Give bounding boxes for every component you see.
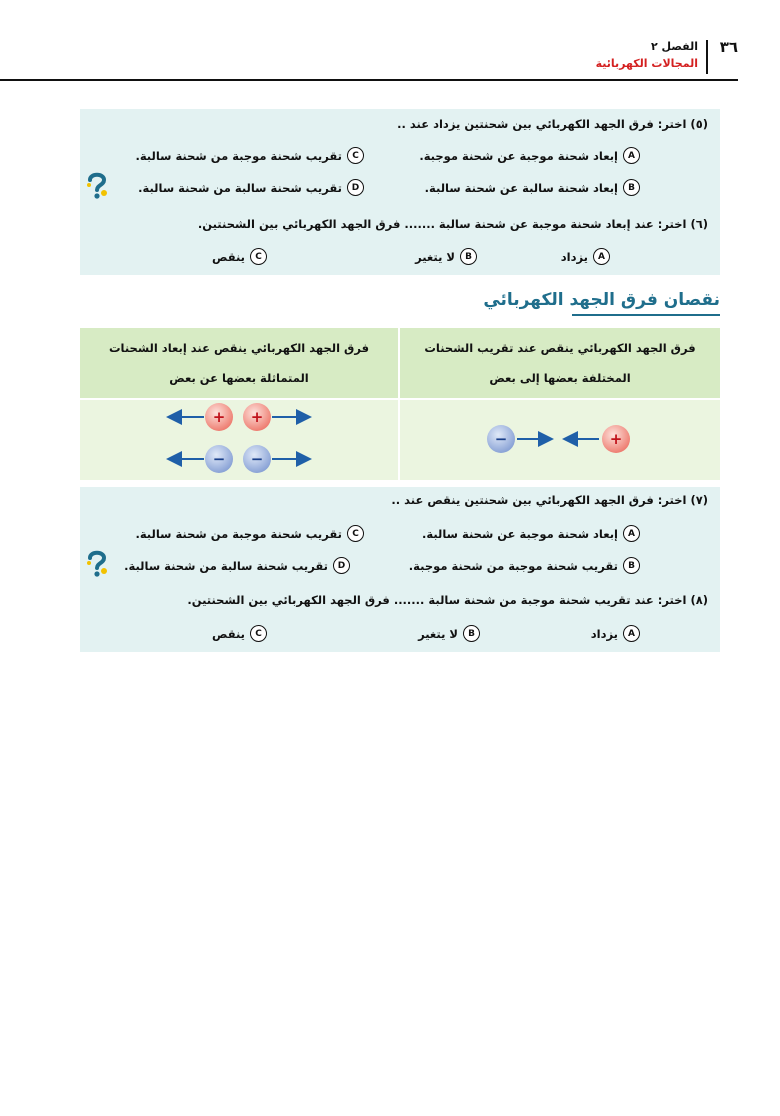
option-letter-c: C	[250, 625, 267, 642]
question-mark-icon	[84, 549, 110, 579]
q8-option-b-text: لا يتغير	[418, 626, 458, 641]
left-header-line1: فرق الجهد الكهربائي ينقص عند إبعاد الشحنات	[108, 341, 369, 355]
q8-prompt: (٨) اختر: عند تقريب شحنة موجبة من شحنة سالبة ....... فرق الجهد الكهربائي بين الشحنتين.	[187, 593, 708, 607]
q7-option-b-text: تقريب شحنة موجبة من شحنة موجبة.	[408, 558, 618, 573]
q5-option-d[interactable]	[138, 179, 364, 196]
q7-option-d-text: تقريب شحنة سالبة من شحنة سالبة.	[124, 558, 328, 573]
charges-diagram	[80, 328, 720, 480]
like-charges-negative-pair	[168, 445, 310, 473]
negative-sign: −	[212, 450, 226, 468]
option-letter-c: C	[347, 147, 364, 164]
q5-prompt: (٥) اختر: فرق الجهد الكهربائي بين شحنتين يزداد عند ..	[397, 117, 708, 131]
option-letter-c: C	[347, 525, 364, 542]
q7-option-a[interactable]	[422, 525, 640, 542]
option-letter-b: B	[623, 179, 640, 196]
option-letter-a: A	[623, 525, 640, 542]
opposite-charges-pair	[487, 425, 630, 453]
section-title: نقصان فرق الجهد الكهربائي	[483, 290, 720, 310]
header-rule	[0, 79, 738, 81]
left-header-line2: المتماثلة بعضها عن بعض	[169, 371, 309, 385]
header-divider	[706, 40, 708, 74]
q7-prompt: (٧) اختر: فرق الجهد الكهربائي بين شحنتين ينقص عند ..	[391, 493, 708, 507]
option-letter-a: A	[623, 147, 640, 164]
q7-option-d[interactable]	[124, 557, 350, 574]
q6-option-b[interactable]	[415, 248, 477, 265]
option-letter-a: A	[623, 625, 640, 642]
q7-option-b[interactable]	[409, 557, 640, 574]
negative-sign: −	[494, 430, 508, 448]
question-box-2	[80, 487, 720, 652]
topic-label: المجالات الكهربائية	[595, 57, 698, 70]
q5-option-d-text: تقريب شحنة سالبة من شحنة سالبة.	[138, 180, 342, 195]
positive-sign: +	[609, 430, 623, 448]
page-number: ٣٦	[719, 38, 738, 56]
option-letter-d: D	[347, 179, 364, 196]
q5-option-b-text: إبعاد شحنة سالبة عن شحنة سالبة.	[424, 180, 618, 195]
q8-option-b[interactable]	[418, 625, 480, 642]
question-mark-icon	[84, 171, 110, 201]
q6-option-b-text: لا يتغير	[415, 249, 455, 264]
q5-option-a-text: إبعاد شحنة موجبة عن شحنة موجبة.	[419, 148, 618, 163]
q8-option-c[interactable]	[212, 625, 267, 642]
comparison-table	[80, 328, 720, 480]
q5-option-c[interactable]	[135, 147, 364, 164]
q6-option-c-text: ينقص	[212, 249, 245, 264]
q7-option-a-text: إبعاد شحنة موجبة عن شحنة سالبة.	[422, 526, 618, 541]
positive-sign: +	[212, 408, 226, 426]
q7-option-c[interactable]	[135, 525, 364, 542]
section-underline	[572, 314, 720, 316]
option-letter-d: D	[333, 557, 350, 574]
option-letter-a: A	[593, 248, 610, 265]
option-letter-b: B	[460, 248, 477, 265]
q5-option-a[interactable]	[419, 147, 640, 164]
q7-option-c-text: تقريب شحنة موجبة من شحنة سالبة.	[135, 526, 342, 541]
q8-option-a[interactable]	[591, 625, 640, 642]
like-charges-positive-pair	[168, 403, 310, 431]
q6-option-a[interactable]	[561, 248, 610, 265]
chapter-label: الفصل ٢	[650, 40, 698, 53]
right-header-line2: المختلفة بعضها إلى بعض	[489, 371, 631, 385]
q5-option-c-text: تقريب شحنة موجبة من شحنة سالبة.	[135, 148, 342, 163]
q5-option-b[interactable]	[425, 179, 640, 196]
option-letter-b: B	[623, 557, 640, 574]
q6-prompt: (٦) اختر: عند إبعاد شحنة موجبة عن شحنة سالبة ....... فرق الجهد الكهربائي بين الشحنتين.	[197, 217, 708, 231]
page-header	[0, 38, 738, 78]
option-letter-b: B	[463, 625, 480, 642]
q8-option-c-text: ينقص	[212, 626, 245, 641]
question-box-1	[80, 109, 720, 275]
option-letter-c: C	[250, 248, 267, 265]
positive-sign: +	[250, 408, 264, 426]
negative-sign: −	[250, 450, 264, 468]
right-header-line1: فرق الجهد الكهربائي ينقص عند تقريب الشحنات	[424, 341, 696, 355]
q8-option-a-text: يزداد	[590, 626, 618, 641]
q6-option-c[interactable]	[212, 248, 267, 265]
q6-option-a-text: يزداد	[560, 249, 588, 264]
